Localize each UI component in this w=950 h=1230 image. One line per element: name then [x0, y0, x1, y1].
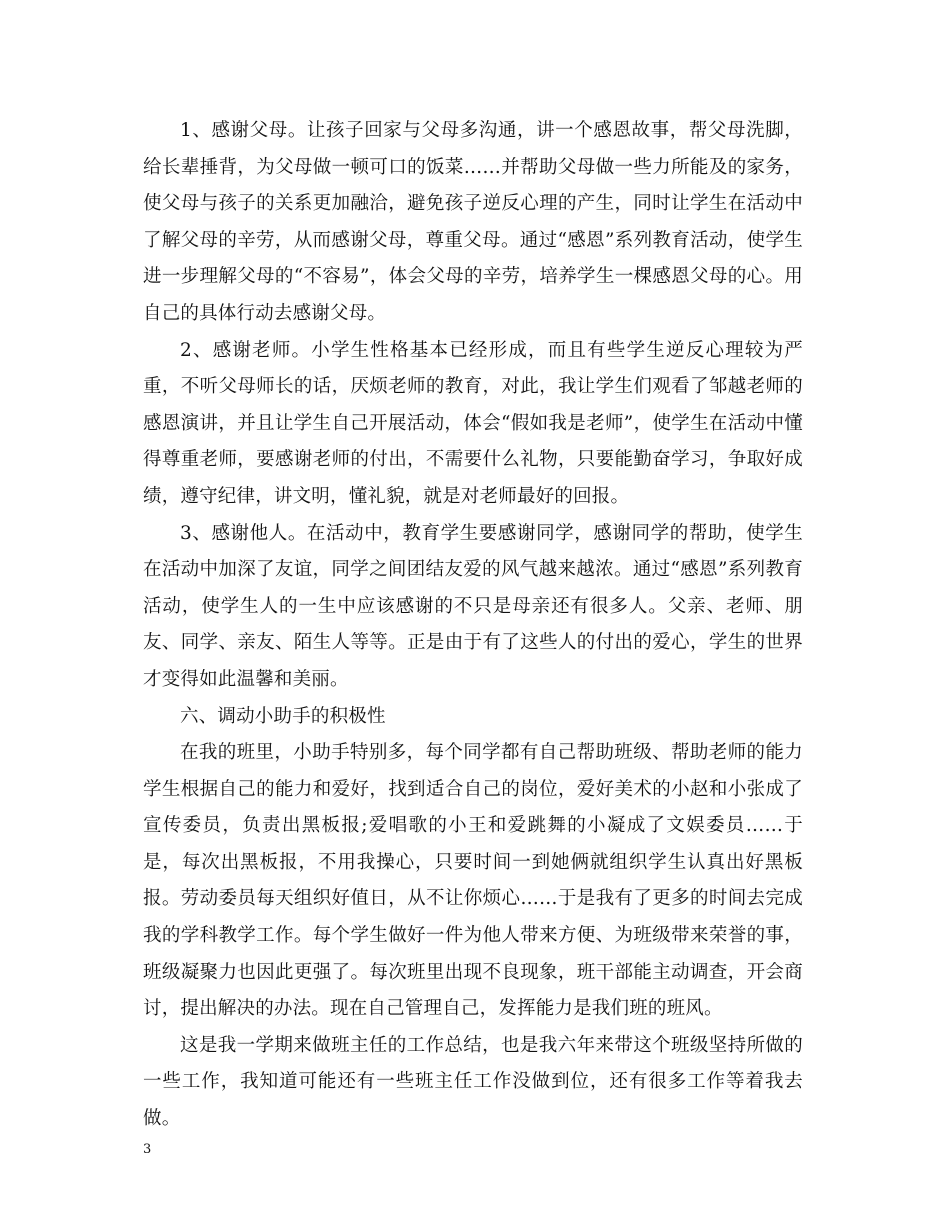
paragraph-helpers: 在我的班里，小助手特别多，每个同学都有自己帮助班级、帮助老师的能力学生根据自己的能力和爱好，找到适合自己的岗位，爱好美术的小赵和小张成了宣传委员，负责出黑板报;爱唱歌的小王和爱跳舞的小凝成了文娱委员……于是，每次出黑板报，不用我操心，只要时间一到她俩就组织学生认真出好黑板报。劳动委员每天组织好值日，从不让你烦心……于是我有了更多的时间去完成我的学科教学工作。每个学生做好一件为他人带来方便、为班级带来荣誉的事，班级凝聚力也因此更强了。每次班里出现不良现象，班干部能主动调查，开会商讨，提出解决的办法。现在自己管理自己，发挥能力是我们班的班风。 — [143, 742, 803, 1020]
document-body — [143, 113, 803, 1138]
paragraph-summary: 这是我一学期来做班主任的工作总结，也是我六年来带这个班级坚持所做的一些工作，我知道可能还有一些班主任工作没做到位，还有很多工作等着我去做。 — [143, 1034, 803, 1130]
paragraph-thank-parents: 1、感谢父母。让孩子回家与父母多沟通，讲一个感恩故事，帮父母洗脚，给长辈捶背，为父母做一顿可口的饭菜……并帮助父母做一些力所能及的家务，使父母与孩子的关系更加融洽，避免孩子逆反心理的产生，同时让学生在活动中了解父母的辛劳，从而感谢父母，尊重父母。通过“感恩”系列教育活动，使学生进一步理解父母的“不容易”，体会父母的辛劳，培养学生一棵感恩父母的心。用自己的具体行动去感谢父母。 — [143, 120, 803, 324]
section-heading: 六、调动小助手的积极性 — [180, 705, 386, 727]
paragraph-thank-teachers: 2、感谢老师。小学生性格基本已经形成，而且有些学生逆反心理较为严重，不听父母师长的话，厌烦老师的教育，对此，我让学生们观看了邹越老师的感恩演讲，并且让学生自己开展活动，体会“假如我是老师”，使学生在活动中懂得尊重老师，要感谢老师的付出，不需要什么礼物，只要能勤奋学习，争取好成绩，遵守纪律，讲文明，懂礼貌，就是对老师最好的回报。 — [143, 339, 803, 507]
page-number: 3 — [143, 1142, 152, 1157]
paragraph-thank-others: 3、感谢他人。在活动中，教育学生要感谢同学，感谢同学的帮助，使学生在活动中加深了友谊，同学之间团结友爱的风气越来越浓。通过“感恩”系列教育活动，使学生人的一生中应该感谢的不只是母亲还有很多人。父亲、老师、朋友、同学、亲友、陌生人等等。正是由于有了这些人的付出的爱心，学生的世界才变得如此温馨和美丽。 — [143, 522, 803, 690]
